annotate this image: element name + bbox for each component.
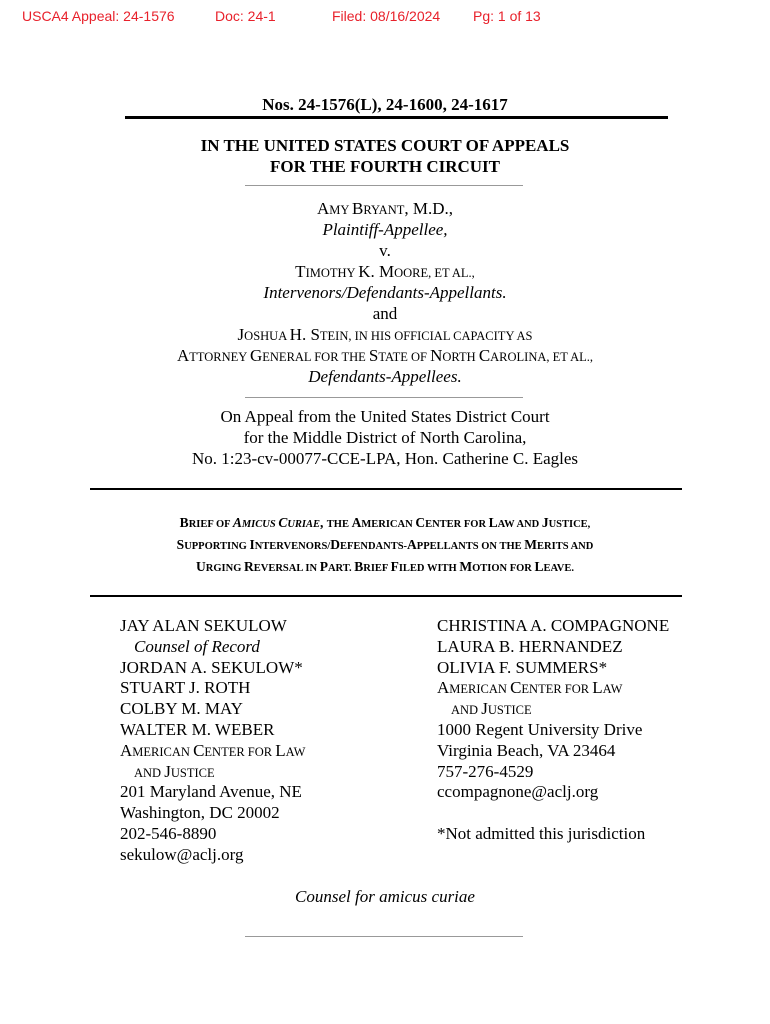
counsel-right-column (437, 616, 669, 845)
address-line: Virginia Beach, VA 23464 (437, 740, 616, 760)
address-line: 201 Maryland Avenue, NE (120, 782, 302, 802)
plaintiff-role: Plaintiff-Appellee, (322, 220, 448, 239)
address-line: Washington, DC 20002 (120, 803, 280, 823)
address-line: 1000 Regent University Drive (437, 719, 643, 739)
parties-divider (245, 397, 523, 398)
phone-number: 202-546-8890 (120, 823, 217, 843)
appeal-line-3: No. 1:23-cv-00077-CCE-LPA, Hon. Catherine C. Eagles (191, 449, 579, 468)
email-address: sekulow@aclj.org (120, 844, 244, 864)
plaintiff-name: AMY BRYANT, M.D., (316, 199, 454, 218)
versus: v. (379, 241, 391, 260)
defendant-line-2: ATTORNEY GENERAL FOR THE STATE OF NORTH CAROLINA, ET AL., (176, 346, 594, 365)
email-address: ccompagnone@aclj.org (437, 782, 599, 802)
filed-date: Filed: 08/16/2024 (332, 8, 441, 24)
appeal-line-2: for the Middle District of North Carolina, (243, 428, 527, 447)
counsel-name: CHRISTINA A. COMPAGNONE (437, 616, 670, 635)
top-rule (125, 116, 668, 119)
appeal-number: USCA4 Appeal: 24-1576 (22, 8, 175, 24)
defendant-role: Defendants-Appellees. (308, 367, 462, 386)
court-line-1: IN THE UNITED STATES COURT OF APPEALS (200, 136, 570, 155)
intervenor-role: Intervenors/Defendants-Appellants. (263, 283, 507, 302)
court-divider (245, 185, 523, 186)
phone-number: 757-276-4529 (437, 761, 534, 781)
organization-name: AMERICAN CENTER FOR LAW (120, 740, 306, 760)
organization-name: AMERICAN CENTER FOR LAW (437, 678, 623, 698)
counsel-left-column (120, 616, 305, 866)
brief-rule-top (90, 488, 682, 490)
counsel-name: LAURA B. HERNANDEZ (437, 636, 623, 656)
case-numbers: Nos. 24-1576(L), 24-1600, 24-1617 (262, 95, 508, 114)
counsel-name: JAY ALAN SEKULOW (120, 616, 287, 635)
doc-number: Doc: 24-1 (215, 8, 276, 24)
counsel-name: JORDAN A. SEKULOW* (120, 657, 303, 677)
counsel-name: WALTER M. WEBER (120, 719, 275, 739)
and-connector: and (372, 304, 398, 323)
counsel-name: STUART J. ROTH (120, 678, 251, 698)
brief-title-line-2: SUPPORTING INTERVENORS/DEFENDANTS-APPELLANTS ON THE MERITS AND (176, 537, 594, 552)
intervenor-name: TIMOTHY K. MOORE, ET AL., (295, 262, 475, 281)
brief-rule-bottom (90, 595, 682, 597)
counsel-label: Counsel for amicus curiae (295, 887, 475, 906)
counsel-name: OLIVIA F. SUMMERS* (437, 657, 608, 677)
brief-title-line-1: BRIEF OF AMICUS CURIAE, THE AMERICAN CENTER FOR LAW AND JUSTICE, (179, 515, 591, 530)
appeal-line-1: On Appeal from the United States District Court (220, 407, 550, 426)
defendant-line-1: JOSHUA H. STEIN, IN HIS OFFICIAL CAPACITY AS (237, 325, 533, 344)
page-count: Pg: 1 of 13 (473, 8, 541, 24)
organization-name-cont: AND JUSTICE (451, 699, 532, 719)
spacer (437, 803, 669, 824)
court-line-2: FOR THE FOURTH CIRCUIT (269, 157, 501, 176)
organization-name-cont: AND JUSTICE (134, 761, 215, 781)
counsel-role: Counsel of Record (134, 636, 260, 656)
footer-divider (245, 936, 523, 937)
brief-title-line-3: URGING REVERSAL IN PART. BRIEF FILED WITH MOTION FOR LEAVE. (196, 559, 574, 574)
counsel-name: COLBY M. MAY (120, 699, 243, 719)
admission-note: *Not admitted this jurisdiction (437, 823, 646, 843)
